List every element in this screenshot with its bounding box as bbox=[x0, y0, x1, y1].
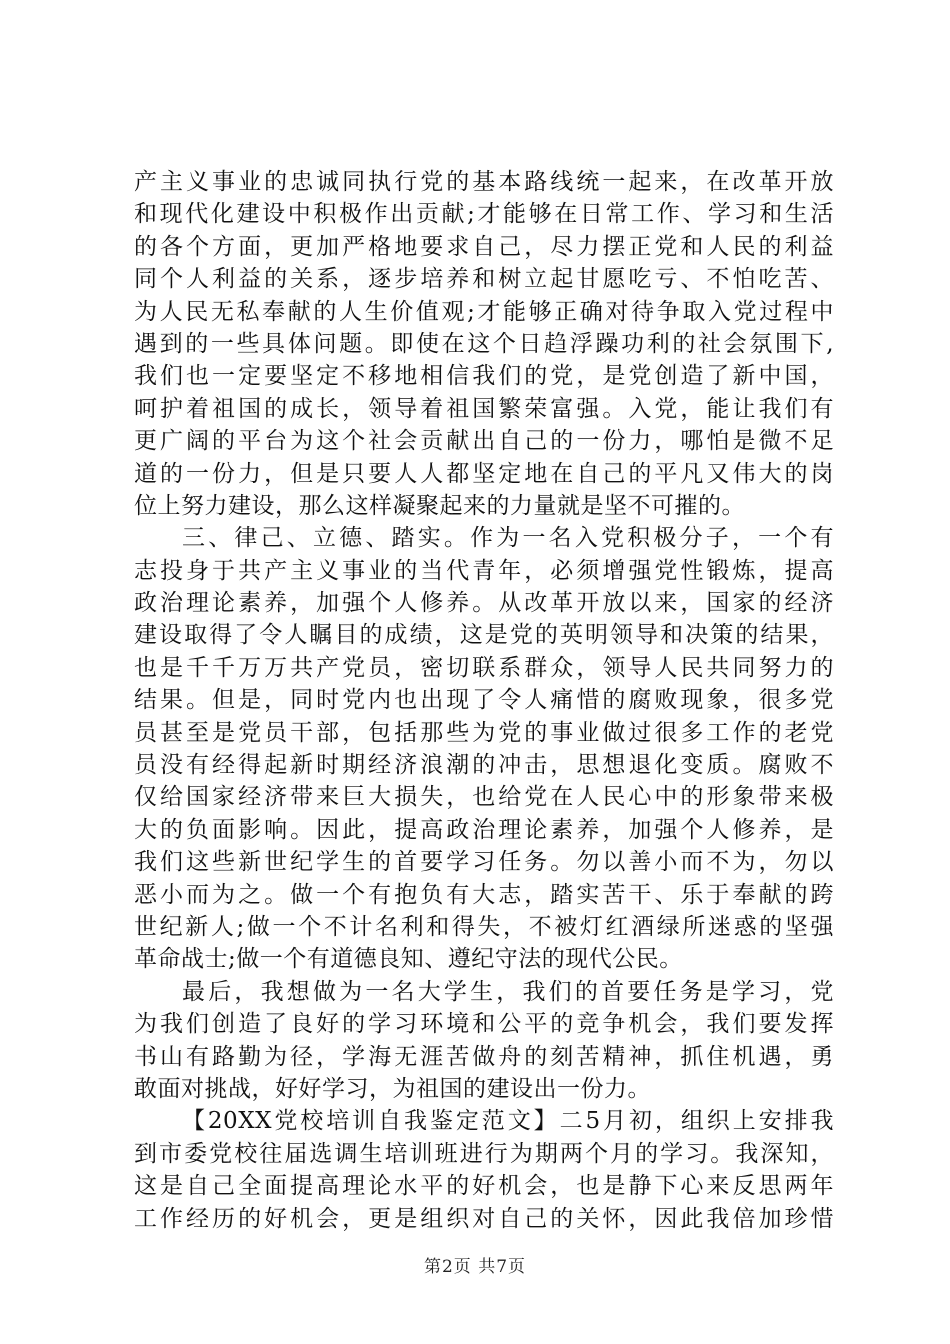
text-line: 和现代化建设中积极作出贡献;才能够在日常工作、学习和生活 bbox=[134, 201, 834, 228]
text-line: 员没有经得起新时期经济浪潮的冲击，思想退化变质。腐败不 bbox=[134, 752, 834, 779]
text-line: 我们这些新世纪学生的首要学习任务。勿以善小而不为，勿以 bbox=[134, 849, 834, 876]
text-line: 工作经历的好机会，更是组织对自己的关怀，因此我倍加珍惜 bbox=[134, 1205, 834, 1232]
text-line: 政治理论素养，加强个人修养。从改革开放以来，国家的经济 bbox=[134, 590, 834, 617]
text-line: 更广阔的平台为这个社会贡献出自己的一份力，哪怕是微不足 bbox=[134, 428, 834, 455]
text-line: 产主义事业的忠诚同执行党的基本路线统一起来，在改革开放 bbox=[134, 169, 834, 195]
text-line: 同个人利益的关系，逐步培养和树立起甘愿吃亏、不怕吃苦、 bbox=[134, 266, 834, 293]
paragraph-first-line: 最后，我想做为一名大学生，我们的首要任务是学习，党 bbox=[182, 978, 834, 1005]
text-line: 员甚至是党员干部，包括那些为党的事业做过很多工作的老党 bbox=[134, 719, 834, 746]
text-line: 恶小而为之。做一个有抱负有大志，踏实苦干、乐于奉献的跨 bbox=[134, 881, 834, 908]
document-body bbox=[134, 166, 834, 1235]
text-line: 建设取得了令人瞩目的成绩，这是党的英明领导和决策的结果， bbox=[134, 622, 834, 649]
text-line: 遇到的一些具体问题。即使在这个日趋浮躁功利的社会氛围下, bbox=[134, 330, 834, 357]
text-line: 世纪新人;做一个不计名利和得失，不被灯红酒绿所迷惑的坚强 bbox=[134, 913, 834, 940]
text-line: 位上努力建设，那么这样凝聚起来的力量就是坚不可摧的。 bbox=[134, 492, 745, 519]
paragraph-heading-line: 三、律己、立德、踏实。作为一名入党积极分子，一个有 bbox=[182, 525, 834, 552]
text-line: 的各个方面，更加严格地要求自己，尽力摆正党和人民的利益 bbox=[134, 233, 834, 260]
text-line: 仅给国家经济带来巨大损失，也给党在人民心中的形象带来极 bbox=[134, 784, 834, 811]
text-line: 结果。但是，同时党内也出现了令人痛惜的腐败现象，很多党 bbox=[134, 687, 834, 714]
text-line: 为人民无私奉献的人生价值观;才能够正确对待争取入党过程中 bbox=[134, 298, 834, 325]
text-line: 革命战士;做一个有道德良知、遵纪守法的现代公民。 bbox=[134, 946, 683, 973]
page-number-footer: 第2页 共7页 bbox=[423, 1257, 527, 1277]
section-title-line: 【20XX党校培训自我鉴定范文】二5月初，组织上安排我 bbox=[182, 1108, 834, 1135]
text-line: 大的负面影响。因此，提高政治理论素养，加强个人修养，是 bbox=[134, 816, 834, 843]
text-line: 书山有路勤为径，学海无涯苦做舟的刻苦精神，抓住机遇，勇 bbox=[134, 1043, 834, 1070]
text-line: 这是自己全面提高理论水平的好机会，也是静下心来反思两年 bbox=[134, 1173, 834, 1200]
text-line: 我们也一定要坚定不移地相信我们的党，是党创造了新中国， bbox=[134, 363, 834, 390]
text-line: 到市委党校往届选调生培训班进行为期两个月的学习。我深知， bbox=[134, 1140, 834, 1167]
text-line: 呵护着祖国的成长，领导着祖国繁荣富强。入党，能让我们有 bbox=[134, 395, 834, 422]
text-line: 志投身于共产主义事业的当代青年，必须增强党性锻炼，提高 bbox=[134, 557, 834, 584]
text-line: 也是千千万万共产党员，密切联系群众，领导人民共同努力的 bbox=[134, 654, 834, 681]
text-line: 道的一份力，但是只要人人都坚定地在自己的平凡又伟大的岗 bbox=[134, 460, 834, 487]
text-line: 为我们创造了良好的学习环境和公平的竞争机会，我们要发挥 bbox=[134, 1011, 834, 1038]
text-line: 敢面对挑战，好好学习，为祖国的建设出一份力。 bbox=[134, 1075, 651, 1102]
